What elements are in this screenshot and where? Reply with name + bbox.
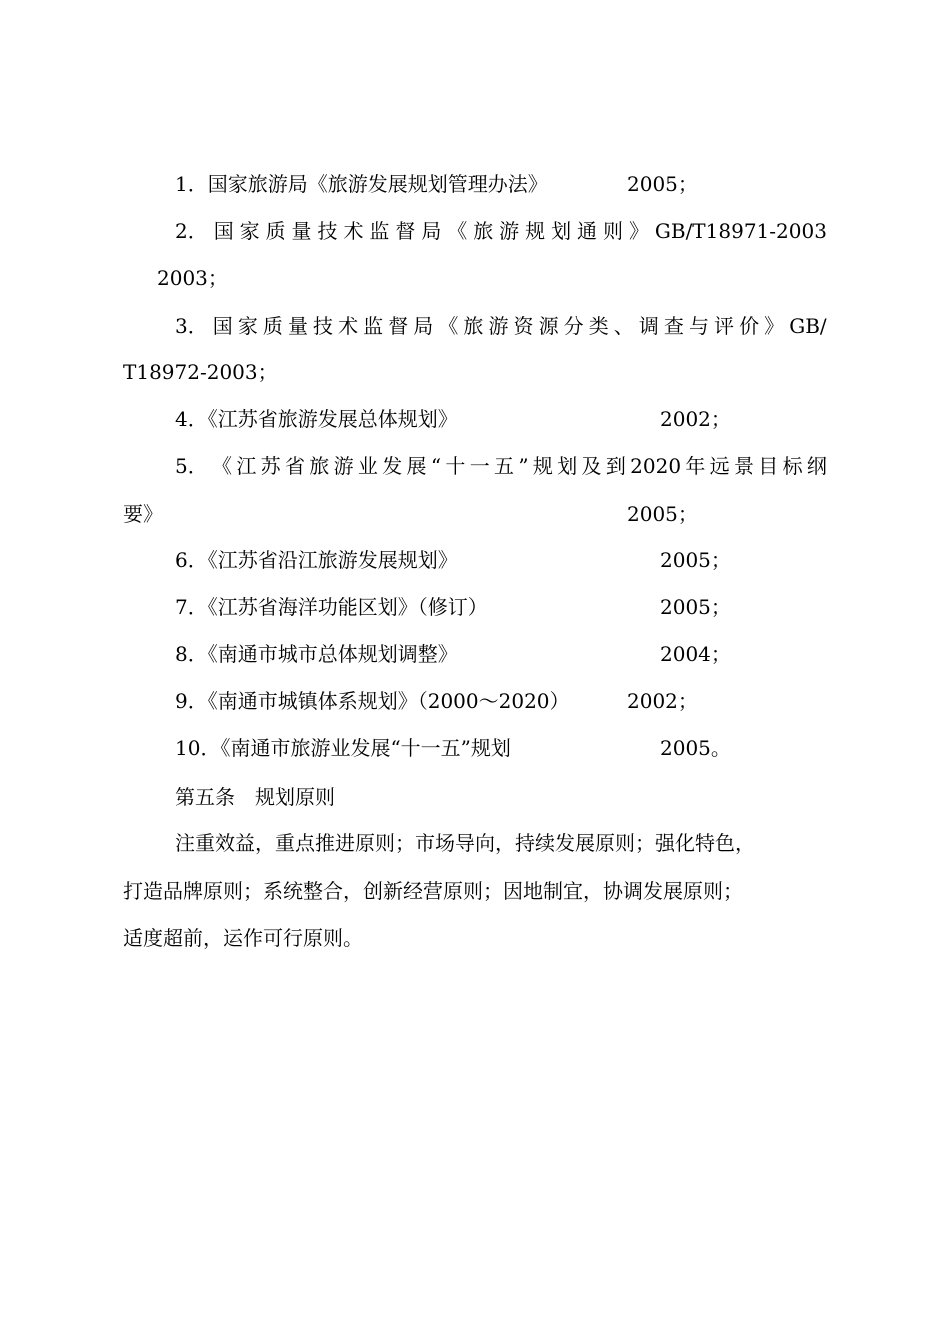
justified-char: 资 — [513, 314, 534, 338]
justified-char: 到 — [605, 454, 626, 478]
justified-char: 2． — [175, 219, 208, 243]
justified-char: 业 — [357, 454, 378, 478]
justified-char: 分 — [563, 314, 584, 338]
article-heading: 第五条 规划原则 — [175, 785, 335, 809]
justified-char: 规 — [525, 219, 546, 243]
justified-char: 景 — [733, 454, 754, 478]
justified-char: “ — [430, 454, 442, 478]
reference-year-5: 2005； — [627, 502, 698, 526]
justified-char: 家 — [237, 314, 258, 338]
justified-char: 远 — [709, 454, 730, 478]
justified-char: 规 — [532, 454, 553, 478]
justified-char: GB/ — [789, 314, 827, 338]
reference-item-2 — [175, 217, 827, 245]
justified-char: 游 — [488, 314, 509, 338]
justified-char: 查 — [663, 314, 684, 338]
justified-char: 》 — [764, 314, 785, 338]
justified-char: 质 — [265, 219, 286, 243]
justified-char: ” — [518, 454, 529, 478]
reference-year-1: 2005； — [627, 172, 698, 196]
reference-item-3 — [175, 312, 827, 340]
justified-char: 十 — [445, 454, 466, 478]
reference-item-6: 6．《江苏省沿江旅游发展规划》 — [175, 548, 458, 572]
reference-item-4: 4．《江苏省旅游发展总体规划》 — [175, 407, 458, 431]
justified-char: 督 — [388, 314, 409, 338]
justified-char: 《 — [438, 314, 459, 338]
justified-char: 2020 — [630, 454, 682, 478]
justified-char: 监 — [369, 219, 390, 243]
justified-char: 则 — [602, 219, 623, 243]
justified-char: 划 — [551, 219, 572, 243]
reference-item-7: 7．《江苏省海洋功能区划》（修订） — [175, 595, 488, 619]
justified-char: 量 — [291, 219, 312, 243]
justified-char: 评 — [714, 314, 735, 338]
justified-char: 局 — [413, 314, 434, 338]
justified-char: 督 — [395, 219, 416, 243]
justified-char: GB/T18971-2003 — [654, 219, 827, 243]
reference-year-10: 2005。 — [660, 736, 731, 760]
justified-char: 旅 — [309, 454, 330, 478]
reference-item-5 — [175, 452, 827, 480]
principles-paragraph-line-3: 适度超前，运作可行原则。 — [123, 926, 363, 950]
justified-char: 与 — [688, 314, 709, 338]
reference-year-4: 2002； — [660, 407, 731, 431]
justified-char: 价 — [739, 314, 760, 338]
reference-item-1 — [175, 170, 548, 198]
justified-char: 调 — [638, 314, 659, 338]
reference-item-10: 10．《南通市旅游业发展“十一五”规划 — [175, 736, 511, 760]
principles-paragraph-line-2: 打造品牌原则；系统整合，创新经营原则；因地制宜，协调发展原则； — [123, 879, 743, 903]
reference-title: 1．国家旅游局《旅游发展规划管理办法》 — [175, 172, 548, 196]
justified-char: 技 — [317, 219, 338, 243]
justified-char: 一 — [469, 454, 490, 478]
justified-char: 《 — [212, 454, 233, 478]
justified-char: 技 — [313, 314, 334, 338]
justified-char: 术 — [343, 219, 364, 243]
justified-char: 标 — [782, 454, 803, 478]
justified-char: 及 — [581, 454, 602, 478]
justified-char: 术 — [338, 314, 359, 338]
justified-char: 划 — [557, 454, 578, 478]
reference-item-9: 9．《南通市城镇体系规划》（2000～2020） — [175, 689, 570, 713]
justified-char: 局 — [421, 219, 442, 243]
reference-item-8: 8．《南通市城市总体规划调整》 — [175, 642, 458, 666]
justified-char: 质 — [262, 314, 283, 338]
reference-year-7: 2005； — [660, 595, 731, 619]
justified-char: 国 — [212, 314, 233, 338]
reference-year-9: 2002； — [627, 689, 698, 713]
justified-char: 省 — [284, 454, 305, 478]
reference-year-6: 2005； — [660, 548, 731, 572]
justified-char: 监 — [363, 314, 384, 338]
justified-char: 源 — [538, 314, 559, 338]
justified-char: 旅 — [473, 219, 494, 243]
reference-item-5-cont: 要》 — [123, 502, 163, 526]
justified-char: 游 — [333, 454, 354, 478]
justified-char: 发 — [382, 454, 403, 478]
justified-char: 家 — [239, 219, 260, 243]
justified-char: 、 — [613, 314, 634, 338]
justified-char: 目 — [758, 454, 779, 478]
principles-paragraph-line-1: 注重效益，重点推进原则；市场导向，持续发展原则；强化特色， — [175, 831, 755, 855]
justified-char: 展 — [406, 454, 427, 478]
justified-char: 五 — [494, 454, 515, 478]
justified-char: 类 — [588, 314, 609, 338]
justified-char: 通 — [577, 219, 598, 243]
justified-char: 》 — [628, 219, 649, 243]
justified-char: 江 — [236, 454, 257, 478]
justified-char: 5． — [175, 454, 208, 478]
justified-char: 《 — [447, 219, 468, 243]
justified-char: 国 — [213, 219, 234, 243]
reference-year-8: 2004； — [660, 642, 731, 666]
justified-char: 旅 — [463, 314, 484, 338]
justified-char: 纲 — [806, 454, 827, 478]
justified-char: 游 — [499, 219, 520, 243]
reference-item-2-cont: 2003； — [157, 266, 228, 290]
justified-char: 苏 — [260, 454, 281, 478]
reference-item-3-cont: T18972-2003； — [123, 360, 278, 384]
justified-char: 3． — [175, 314, 208, 338]
justified-char: 年 — [685, 454, 706, 478]
justified-char: 量 — [287, 314, 308, 338]
